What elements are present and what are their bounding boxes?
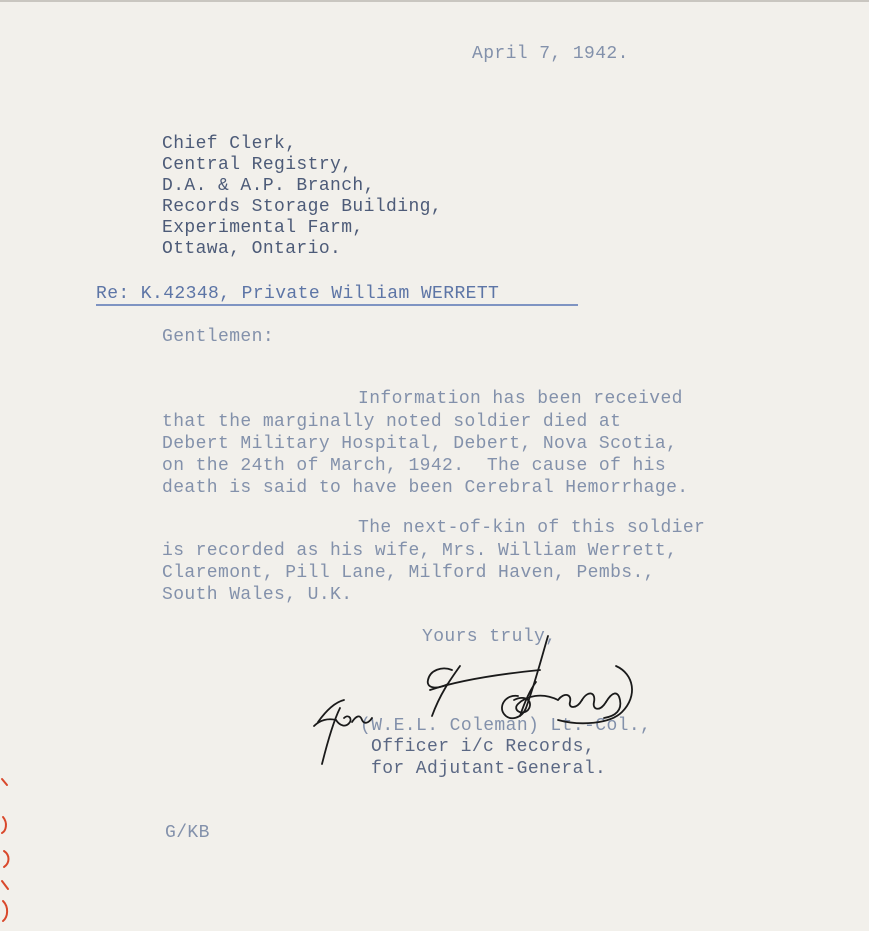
body-line: South Wales, U.K.: [162, 585, 353, 605]
closing: Yours truly,: [422, 627, 557, 647]
address-line: Experimental Farm,: [162, 218, 364, 238]
signature-line: Officer i/c Records,: [371, 737, 596, 757]
margin-marks: [0, 771, 20, 931]
body-line: Information has been received: [358, 389, 683, 409]
address-line: Records Storage Building,: [162, 197, 443, 217]
address-line: D.A. & A.P. Branch,: [162, 176, 375, 196]
subject-underline: [96, 304, 578, 306]
address-line: Chief Clerk,: [162, 134, 297, 154]
letter-date: April 7, 1942.: [472, 44, 629, 64]
body-line: Debert Military Hospital, Debert, Nova Scotia,: [162, 434, 678, 454]
salutation: Gentlemen:: [162, 327, 275, 347]
body-line: Claremont, Pill Lane, Milford Haven, Pembs.,: [162, 563, 655, 583]
address-line: Central Registry,: [162, 155, 353, 175]
body-line: The next-of-kin of this soldier: [358, 518, 706, 538]
body-line: on the 24th of March, 1942. The cause of his: [162, 456, 667, 476]
body-line: that the marginally noted soldier died at: [162, 412, 622, 432]
body-line: is recorded as his wife, Mrs. William Werrett,: [162, 541, 678, 561]
signature-line: (W.E.L. Coleman) Lt.-Col.,: [360, 716, 652, 736]
signature-line: for Adjutant-General.: [371, 759, 607, 779]
subject-line: Re: K.42348, Private William WERRETT: [96, 284, 500, 304]
reference-initials: G/KB: [165, 823, 210, 843]
address-line: Ottawa, Ontario.: [162, 239, 342, 259]
body-line: death is said to have been Cerebral Hemorrhage.: [162, 478, 689, 498]
